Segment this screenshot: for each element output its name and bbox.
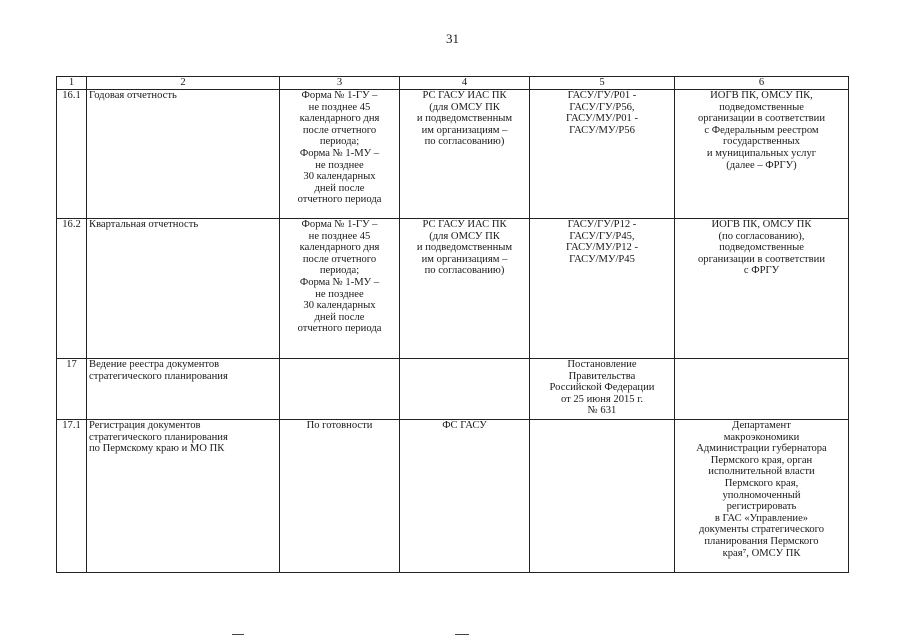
row-responsible	[675, 359, 849, 420]
row-system: РС ГАСУ ИАС ПК (для ОМСУ ПК и подведомственным им организациям – по согласованию)	[400, 90, 530, 219]
row-responsible: ИОГВ ПК, ОМСУ ПК (по согласованию), подведомственные организации в соответствии с ФРГУ	[675, 219, 849, 359]
row-system: РС ГАСУ ИАС ПК (для ОМСУ ПК и подведомственным им организациям – по согласованию)	[400, 219, 530, 359]
row-deadline: Форма № 1-ГУ – не позднее 45 календарного дня после отчетного периода; Форма № 1-МУ – не позднее 30 календарных дней после отчетного периода	[280, 90, 400, 219]
column-header: 4	[400, 77, 530, 90]
row-deadline	[280, 359, 400, 420]
row-responsible: ИОГВ ПК, ОМСУ ПК, подведомственные организации в соответствии с Федеральным реестром государственных и муниципальных услуг (далее – ФРГУ)	[675, 90, 849, 219]
table-row	[57, 359, 849, 420]
row-responsible: Департамент макроэкономики Администрации губернатора Пермского края, орган исполнительной власти Пермского края, уполномоченный регистрировать в ГАС «Управление» документы стратегического планирования Пермского края⁷, ОМСУ ПК	[675, 420, 849, 573]
table-row	[57, 219, 849, 359]
row-number: 16.2	[57, 219, 87, 359]
table-header-row	[57, 77, 849, 90]
table-row	[57, 90, 849, 219]
row-deadline: По готовности	[280, 420, 400, 573]
row-forms: ГАСУ/ГУ/Р01 - ГАСУ/ГУ/Р56, ГАСУ/МУ/Р01 - ГАСУ/МУ/Р56	[530, 90, 675, 219]
table-row	[57, 420, 849, 573]
footnote-rule-right	[455, 634, 469, 635]
row-forms	[530, 420, 675, 573]
row-number: 17	[57, 359, 87, 420]
column-header: 5	[530, 77, 675, 90]
row-forms: ГАСУ/ГУ/Р12 - ГАСУ/ГУ/Р45, ГАСУ/МУ/Р12 - ГАСУ/МУ/Р45	[530, 219, 675, 359]
column-header: 6	[675, 77, 849, 90]
row-name: Ведение реестра документов стратегического планирования	[87, 359, 280, 420]
row-number: 17.1	[57, 420, 87, 573]
column-header: 3	[280, 77, 400, 90]
column-header: 2	[87, 77, 280, 90]
row-deadline: Форма № 1-ГУ – не позднее 45 календарного дня после отчетного периода; Форма № 1-МУ – не позднее 30 календарных дней после отчетного периода	[280, 219, 400, 359]
page-number: 31	[446, 31, 459, 46]
row-system	[400, 359, 530, 420]
column-header: 1	[57, 77, 87, 90]
footnote-rule-left	[232, 634, 244, 635]
row-system: ФС ГАСУ	[400, 420, 530, 573]
reporting-table	[56, 76, 849, 573]
row-name: Квартальная отчетность	[87, 219, 280, 359]
row-forms: Постановление Правительства Российской Федерации от 25 июня 2015 г. № 631	[530, 359, 675, 420]
row-name: Годовая отчетность	[87, 90, 280, 219]
row-number: 16.1	[57, 90, 87, 219]
row-name: Регистрация документов стратегического планирования по Пермскому краю и МО ПК	[87, 420, 280, 573]
